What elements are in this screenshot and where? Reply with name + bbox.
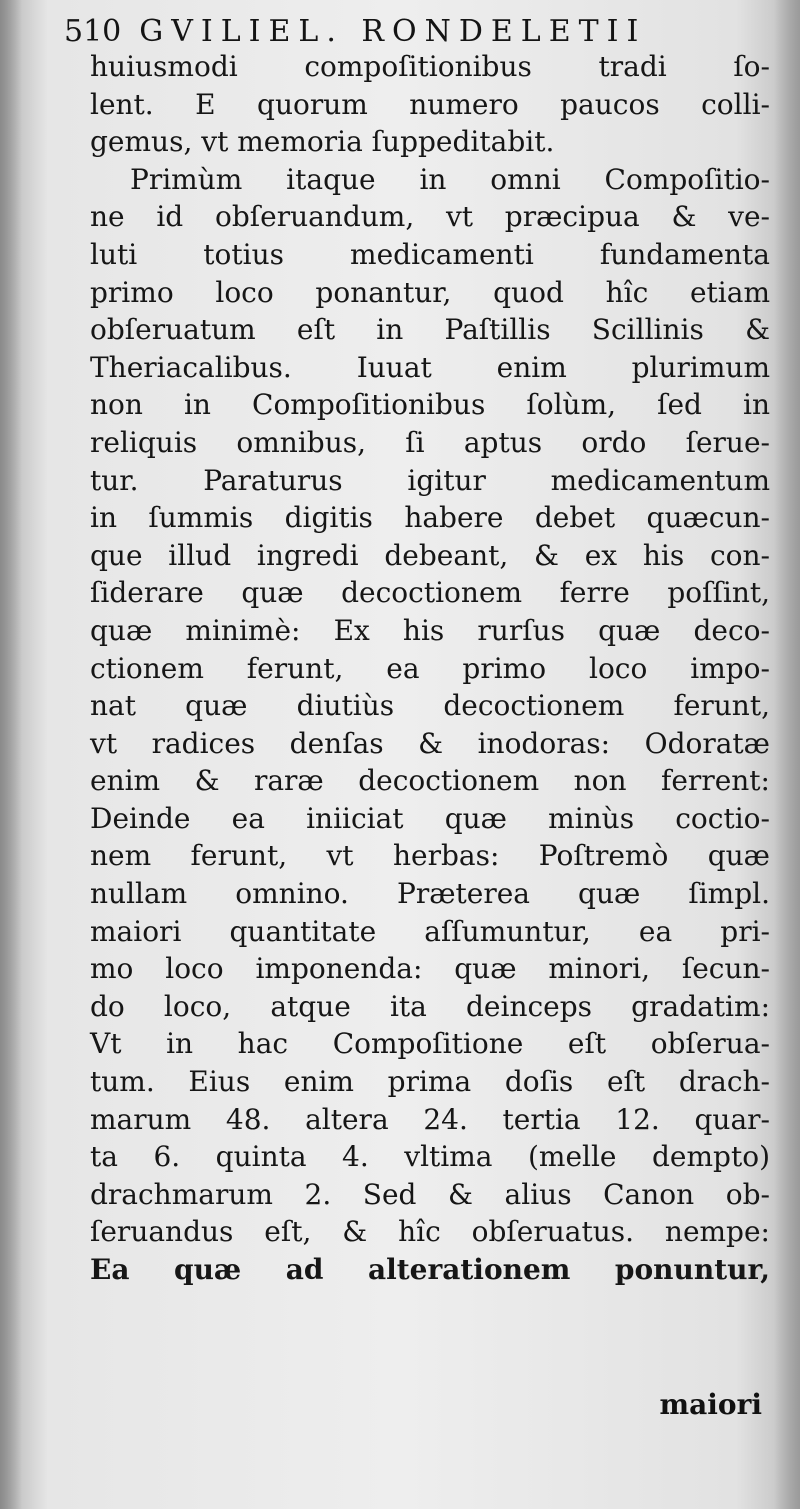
text-line: ſiderare quæ decoctionem ferre poſſint,	[90, 576, 770, 610]
text-line: marum 48. altera 24. tertia 12. quar-	[90, 1102, 770, 1136]
running-head-title: GVILIEL. RONDELETII	[139, 14, 647, 49]
text-line: luti totius medicamenti fundamenta	[90, 237, 770, 271]
text-line: ta 6. quinta 4. vltima (melle dempto)	[90, 1140, 770, 1174]
text-line: Primùm itaque in omni Compoſitio-	[130, 162, 770, 196]
text-line: maiori quantitate aſſumuntur, ea pri-	[90, 914, 770, 948]
text-line: nat quæ diutiùs decoctionem ferunt,	[90, 689, 770, 723]
text-line: reliquis omnibus, ſi aptus ordo ſerue-	[90, 425, 770, 459]
body-text	[90, 48, 770, 1289]
text-line: ne id obſeruandum, vt præcipua & ve-	[90, 200, 770, 234]
text-line: non in Compoſitionibus ſolùm, ſed in	[90, 388, 770, 422]
text-line: do loco, atque ita deinceps gradatim:	[90, 989, 770, 1023]
text-line: lent. E quorum numero paucos colli-	[90, 87, 770, 121]
text-line: Ea quæ ad alterationem ponuntur,	[90, 1253, 770, 1286]
text-line: in ſummis digitis habere debet quæcun-	[90, 501, 770, 535]
text-line: mo loco imponenda: quæ minori, ſecun-	[90, 952, 770, 986]
text-line: nullam omnino. Præterea quæ ſimpl.	[90, 877, 770, 911]
text-line: ctionem ferunt, ea primo loco impo-	[90, 651, 770, 685]
catchword: maiori	[659, 1388, 762, 1421]
page-number: 510	[64, 14, 122, 49]
text-line: nem ferunt, vt herbas: Poſtremò quæ	[90, 839, 770, 873]
text-line: tum. Eius enim prima doſis eſt drach-	[90, 1065, 770, 1099]
text-line: quæ minimè: Ex his rurſus quæ deco-	[90, 613, 770, 647]
text-line: primo loco ponantur, quod hîc etiam	[90, 275, 770, 309]
page-edge-shadow-right	[774, 0, 800, 1509]
text-line: enim & raræ decoctionem non ferrent:	[90, 764, 770, 798]
text-line: huiusmodi compoſitionibus tradi ſo-	[90, 50, 770, 83]
page-edge-shadow-left	[0, 0, 22, 1509]
text-line: tur. Paraturus igitur medicamentum	[90, 463, 770, 497]
text-line: Theriacalibus. Iuuat enim plurimum	[90, 350, 770, 384]
text-line: vt radices denſas & inodoras: Odoratæ	[90, 726, 770, 760]
text-line: gemus, vt memoria ſuppeditabit.	[90, 125, 555, 159]
text-line: ſeruandus eſt, & hîc obſeruatus. nempe:	[90, 1215, 770, 1249]
text-line: Vt in hac Compoſitione eſt obſerua-	[90, 1027, 770, 1061]
text-line: Deinde ea iniiciat quæ minùs coctio-	[90, 801, 770, 835]
text-line: que illud ingredi debeant, & ex his con-	[90, 538, 770, 572]
text-line: drachmarum 2. Sed & alius Canon ob-	[90, 1177, 770, 1211]
text-line: obſeruatum eſt in Paſtillis Scillinis &	[90, 313, 770, 347]
